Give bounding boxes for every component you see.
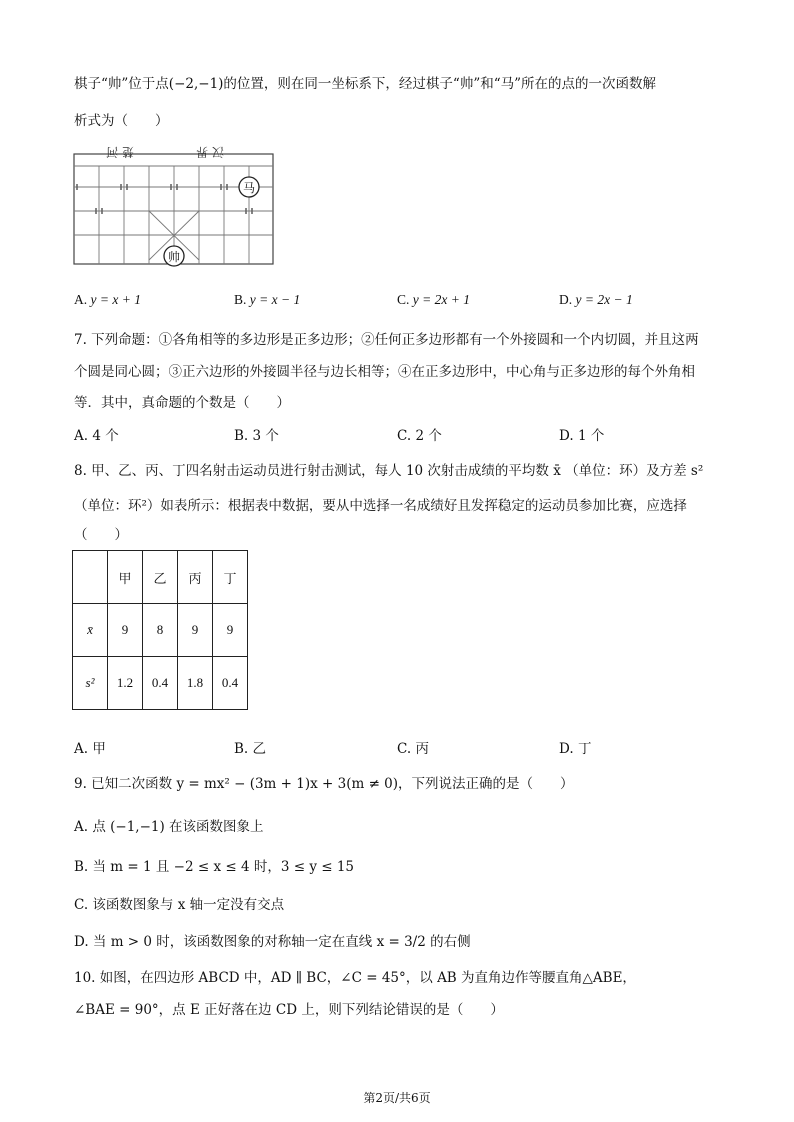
table-cell: 甲	[108, 551, 143, 604]
table-cell: 丁	[213, 551, 248, 604]
q7-stem-line3: 等．其中，真命题的个数是（ ）	[74, 395, 290, 411]
q8-option-c: C. 丙	[397, 741, 429, 757]
q6-option-c: C. y = 2x + 1	[397, 292, 470, 307]
table-header-row	[73, 551, 248, 604]
position-marks	[77, 184, 252, 214]
q6-option-a: A. y = x + 1	[74, 292, 141, 307]
q9-option-c: C. 该函数图象与 x 轴一定没有交点	[74, 897, 285, 913]
table-cell: 9	[108, 604, 143, 657]
q7-option-b: B. 3 个	[234, 428, 279, 444]
table-cell: 1.2	[108, 657, 143, 710]
q8-option-b: B. 乙	[234, 741, 267, 757]
q10-stem-line1: 10. 如图，在四边形 ABCD 中，AD ∥ BC，∠C = 45°，以 AB 为直角边作等腰直角△ABE，	[74, 970, 636, 986]
q8-stem-line2: （单位：环²）如表所示：根据表中数据，要从中选择一名成绩好且发挥稳定的运动员参加比赛，应选择	[74, 498, 687, 514]
q7-stem-line1: 7. 下列命题：①各角相等的多边形是正多边形；②任何正多边形都有一个外接圆和一个内切圆，并且这两	[74, 332, 699, 348]
q10-stem-line2: ∠BAE = 90°，点 E 正好落在边 CD 上，则下列结论错误的是（ ）	[74, 1002, 504, 1018]
q8-stem-line3: （ ）	[74, 527, 128, 543]
shooting-data-table	[72, 550, 248, 710]
q8-stem-line1: 8. 甲、乙、丙、丁四名射击运动员进行射击测试，每人 10 次射击成绩的平均数 x̄ （单位：环）及方差 s²	[74, 463, 704, 479]
chess-board-figure	[72, 142, 277, 267]
q7-option-d: D. 1 个	[559, 428, 605, 444]
q8-option-a: A. 甲	[74, 741, 106, 757]
q9-stem: 9. 已知二次函数 y = mx² − (3m + 1)x + 3(m ≠ 0)，下列说法正确的是（ ）	[74, 776, 574, 792]
table-cell: 丙	[178, 551, 213, 604]
table-row	[73, 604, 248, 657]
q6-option-b: B. y = x − 1	[234, 292, 301, 307]
table-cell: 0.4	[213, 657, 248, 710]
q6-stem-line2: 析式为（ ）	[74, 113, 169, 129]
q9-option-b: B. 当 m = 1 且 −2 ≤ x ≤ 4 时，3 ≤ y ≤ 15	[74, 859, 355, 875]
table-cell: 1.8	[178, 657, 213, 710]
table-row	[73, 657, 248, 710]
ma-piece-label: 马	[242, 181, 256, 195]
table-cell: 0.4	[143, 657, 178, 710]
table-cell: s²	[73, 657, 108, 710]
q7-option-c: C. 2 个	[397, 428, 442, 444]
shuai-piece-label: 帅	[167, 250, 181, 264]
table-cell: 8	[143, 604, 178, 657]
q8-option-d: D. 丁	[559, 741, 592, 757]
table-cell	[73, 551, 108, 604]
table-cell: x̄	[73, 604, 108, 657]
q7-option-a: A. 4 个	[74, 428, 119, 444]
river-text-right: 汉 界	[196, 145, 224, 159]
table-cell: 乙	[143, 551, 178, 604]
table-cell: 9	[178, 604, 213, 657]
q9-option-d: D. 当 m > 0 时，该函数图象的对称轴一定在直线 x = 3/2 的右侧	[74, 934, 471, 950]
q7-stem-line2: 个圆是同心圆；③正六边形的外接圆半径与边长相等；④在正多边形中，中心角与正多边形的每个外角相	[74, 364, 695, 380]
table-cell: 9	[213, 604, 248, 657]
river-text-left: 楚 河	[106, 145, 134, 159]
q6-stem-line1: 棋子“帅”位于点(−2,−1)的位置，则在同一坐标系下，经过棋子“帅”和“马”所在的点的一次函数解	[74, 76, 657, 92]
q6-option-d: D. y = 2x − 1	[559, 292, 633, 307]
q9-option-a: A. 点 (−1,−1) 在该函数图象上	[74, 819, 264, 835]
page-number-footer: 第2页/共6页	[363, 1091, 431, 1105]
